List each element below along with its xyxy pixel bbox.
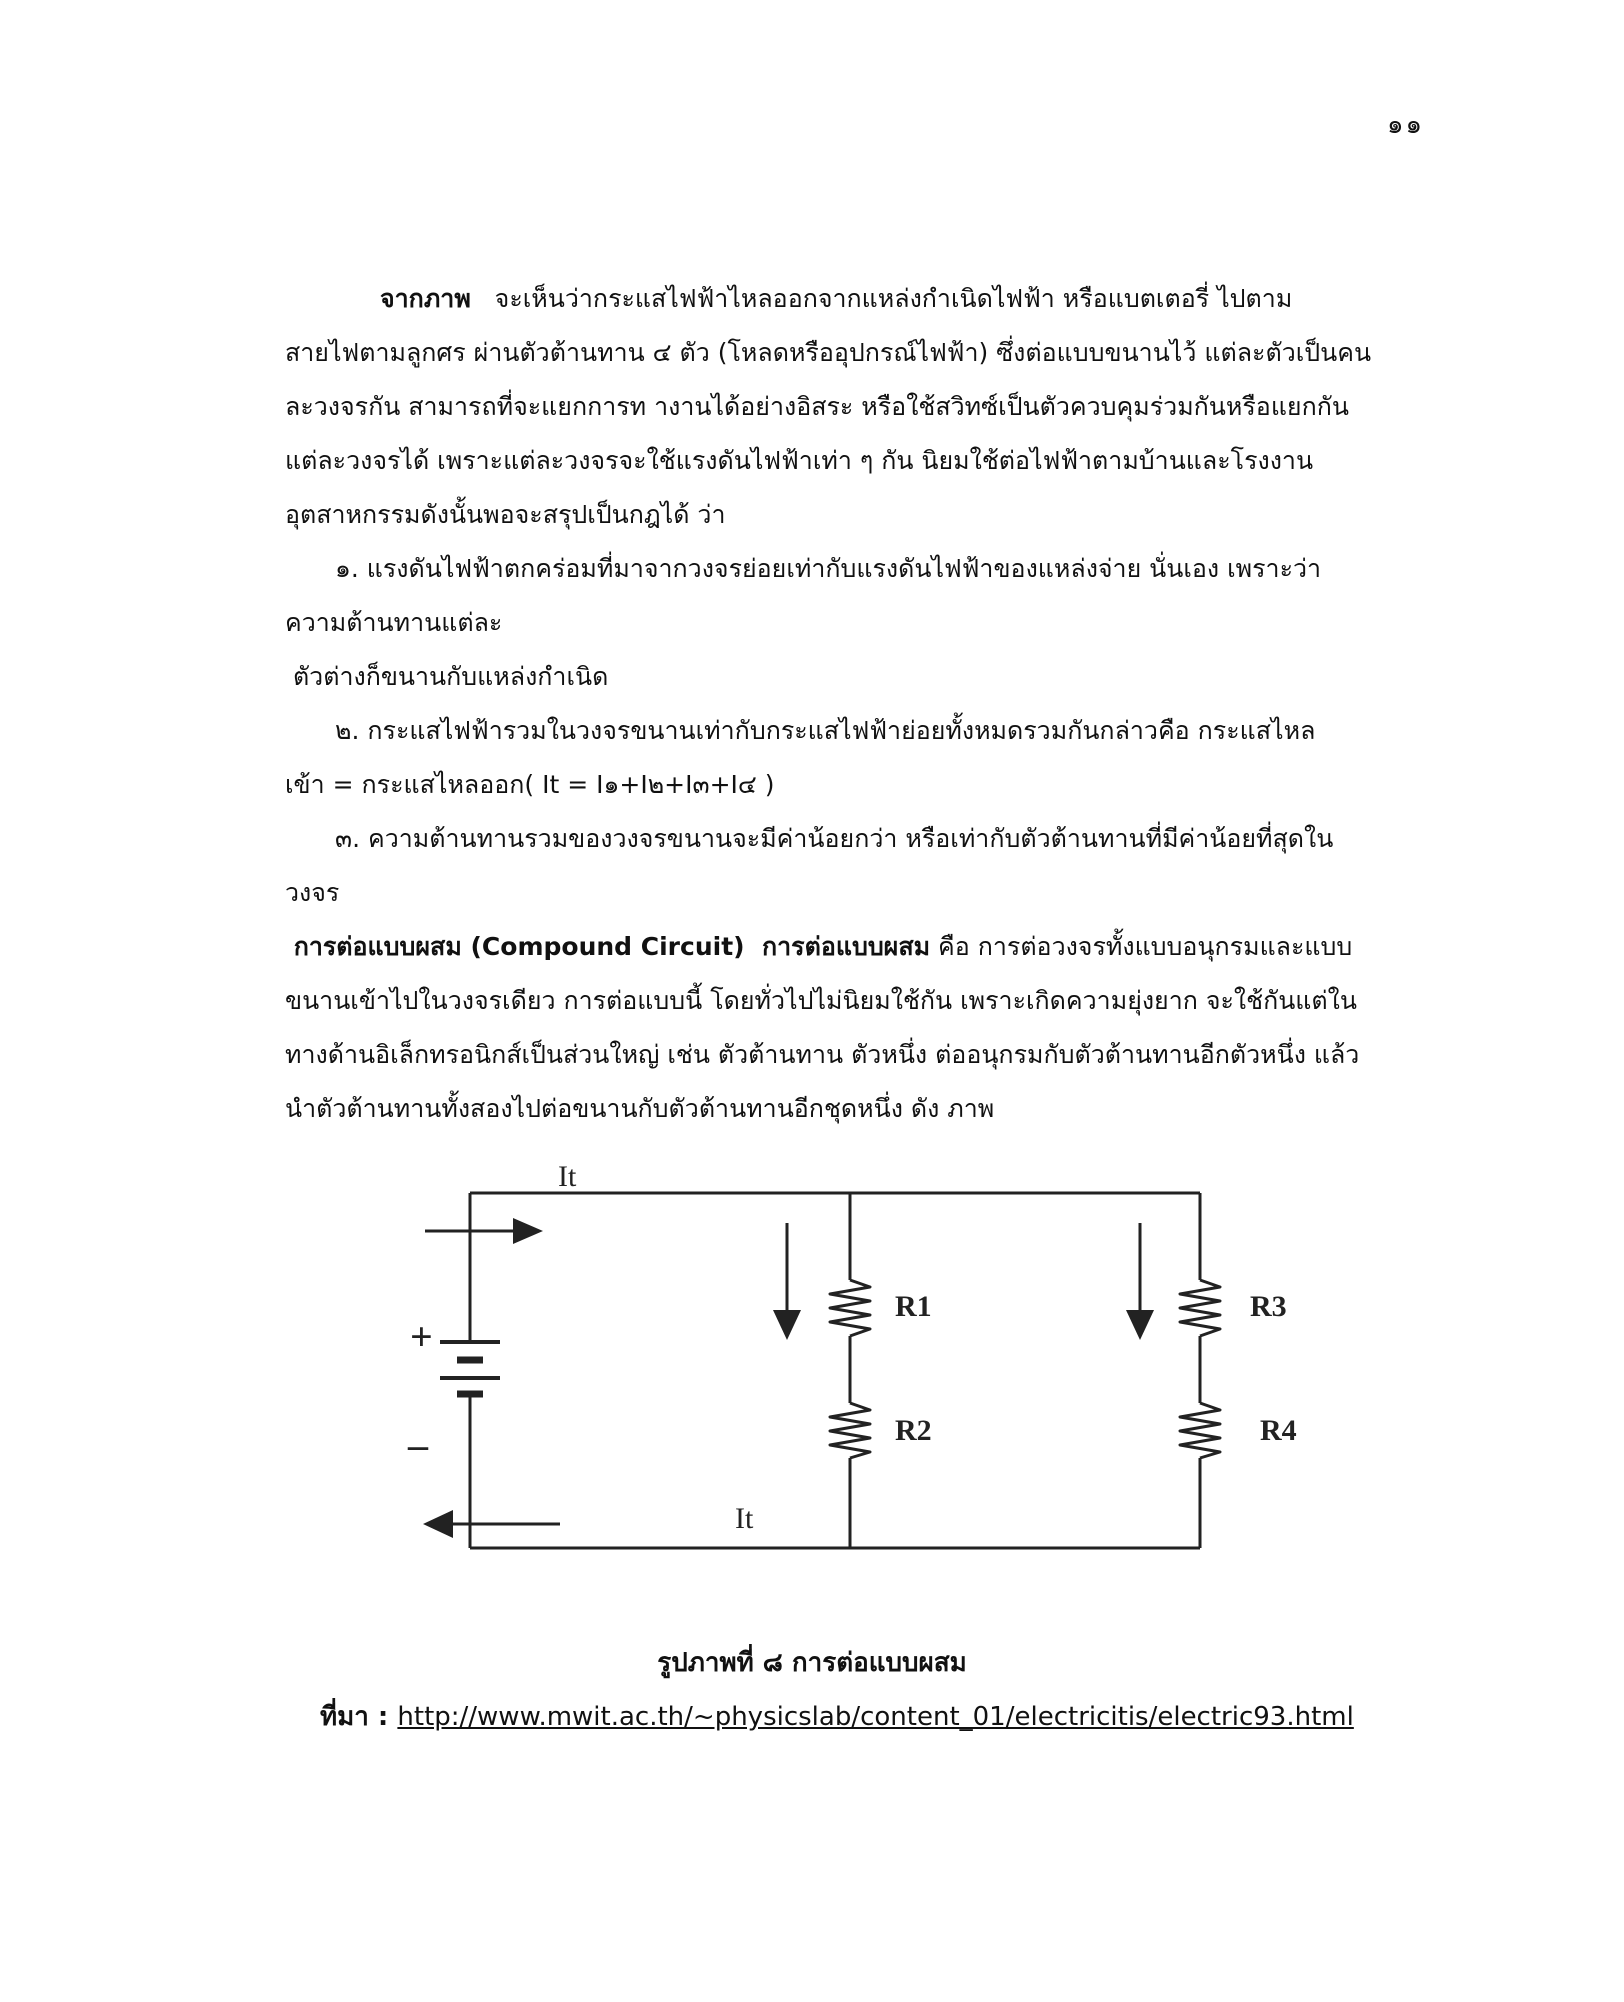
resistor-r3 (1180, 1280, 1220, 1336)
rule-3-line: วงจร (285, 878, 340, 907)
compound-line: ขนานเข้าไปในวงจรเดียว การต่อแบบนี้ โดยทั่วไปไม่นิยมใช้กัน เพราะเกิดความยุ่งยาก จะใช้กันแต่ใน (285, 986, 1357, 1015)
resistor-label-r2: R2 (895, 1414, 932, 1447)
resistor-r4 (1180, 1403, 1220, 1458)
figure-source (320, 1696, 1354, 1737)
positive-terminal-label: + (410, 1314, 433, 1359)
rule-1-line: ๑. แรงดันไฟฟ้าตกคร่อมที่มาจากวงจรย่อยเท่ากับแรงดันไฟฟ้าของแหล่งจ่าย นั่นเอง เพราะว่า (335, 554, 1322, 583)
paragraph-line: ละวงจรกัน สามารถที่จะแยกการท างานได้อย่างอิสระ หรือใช้สวิทซ์เป็นตัวควบคุมร่วมกันหรือแยกกัน (285, 392, 1349, 421)
paragraph-lead: จากภาพ (380, 284, 471, 313)
compound-line: นำตัวต้านทานทั้งสองไปต่อขนานกับตัวต้านทานอีกชุดหนึ่ง ดัง ภาพ (285, 1094, 995, 1123)
page-number: ๑๑ (1386, 110, 1424, 140)
resistor-label-r1: R1 (895, 1290, 932, 1323)
paragraph-text: จะเห็นว่ากระแสไฟฟ้าไหลออกจากแหล่งกำเนิดไฟฟ้า หรือแบตเตอรี่ ไปตาม (470, 284, 1293, 313)
paragraph-line (285, 272, 1415, 326)
source-label: ที่มา : (320, 1702, 398, 1732)
compound-text: คือ การต่อวงจรทั้งแบบอนุกรมและแบบ (930, 932, 1353, 961)
current-label-top: It (558, 1160, 577, 1193)
resistor-r1 (830, 1280, 870, 1336)
paragraph-line: สายไฟตามลูกศร ผ่านตัวต้านทาน ๔ ตัว (โหลดหรืออุปกรณ์ไฟฟ้า) ซึ่งต่อแบบขนานไว้ แต่ละตัวเป็นคน (285, 338, 1372, 367)
paragraph-line: แต่ละวงจรได้ เพราะแต่ละวงจรจะใช้แรงดันไฟฟ้าเท่า ๆ กัน นิยมใช้ต่อไฟฟ้าตามบ้านและโรงงาน (285, 446, 1314, 475)
compound-line: ทางด้านอิเล็กทรอนิกส์เป็นส่วนใหญ่ เช่น ตัวต้านทาน ตัวหนึ่ง ต่ออนุกรมกับตัวต้านทานอีกตัวหนึ่ง แล้ว (285, 1040, 1360, 1069)
negative-terminal-label: – (408, 1422, 428, 1467)
body-text (285, 272, 1415, 1136)
rule-3-line: ๓. ความต้านทานรวมของวงจรขนานจะมีค่าน้อยกว่า หรือเท่ากับตัวต้านทานที่มีค่าน้อยที่สุดใน (335, 824, 1334, 853)
current-label-bottom: It (735, 1502, 754, 1535)
resistor-r2 (830, 1403, 870, 1458)
resistor-label-r3: R3 (1250, 1290, 1287, 1323)
circuit-svg (395, 1148, 1345, 1568)
rule-1-line: ความต้านทานแต่ละ (285, 608, 503, 637)
arrowhead-branch-2 (1126, 1310, 1154, 1340)
arrowhead-top (513, 1218, 543, 1244)
resistor-label-r4: R4 (1260, 1414, 1297, 1447)
source-link[interactable]: http://www.mwit.ac.th/~physicslab/content_01/electricitis/electric93.html (397, 1702, 1354, 1732)
compound-heading: การต่อแบบผสม (Compound Circuit) การต่อแบบผสม (285, 932, 931, 961)
rule-2-line: เข้า = กระแสไหลออก( It = I๑+I๒+I๓+I๔ ) (285, 770, 775, 799)
rule-2-line: ๒. กระแสไฟฟ้ารวมในวงจรขนานเท่ากับกระแสไฟฟ้าย่อยทั้งหมดรวมกันกล่าวคือ กระแสไหล (335, 716, 1316, 745)
rule-1-line: ตัวต่างก็ขนานกับแหล่งกำเนิด (285, 662, 609, 691)
circuit-diagram (395, 1148, 1345, 1568)
paragraph-line: อุตสาหกรรมดังนั้นพอจะสรุปเป็นกฎได้ ว่า (285, 500, 726, 529)
arrowhead-bottom (423, 1510, 453, 1538)
arrowhead-branch-1 (773, 1310, 801, 1340)
compound-line (285, 920, 1415, 974)
figure-caption: รูปภาพที่ ๘ การต่อแบบผสม (657, 1648, 967, 1678)
